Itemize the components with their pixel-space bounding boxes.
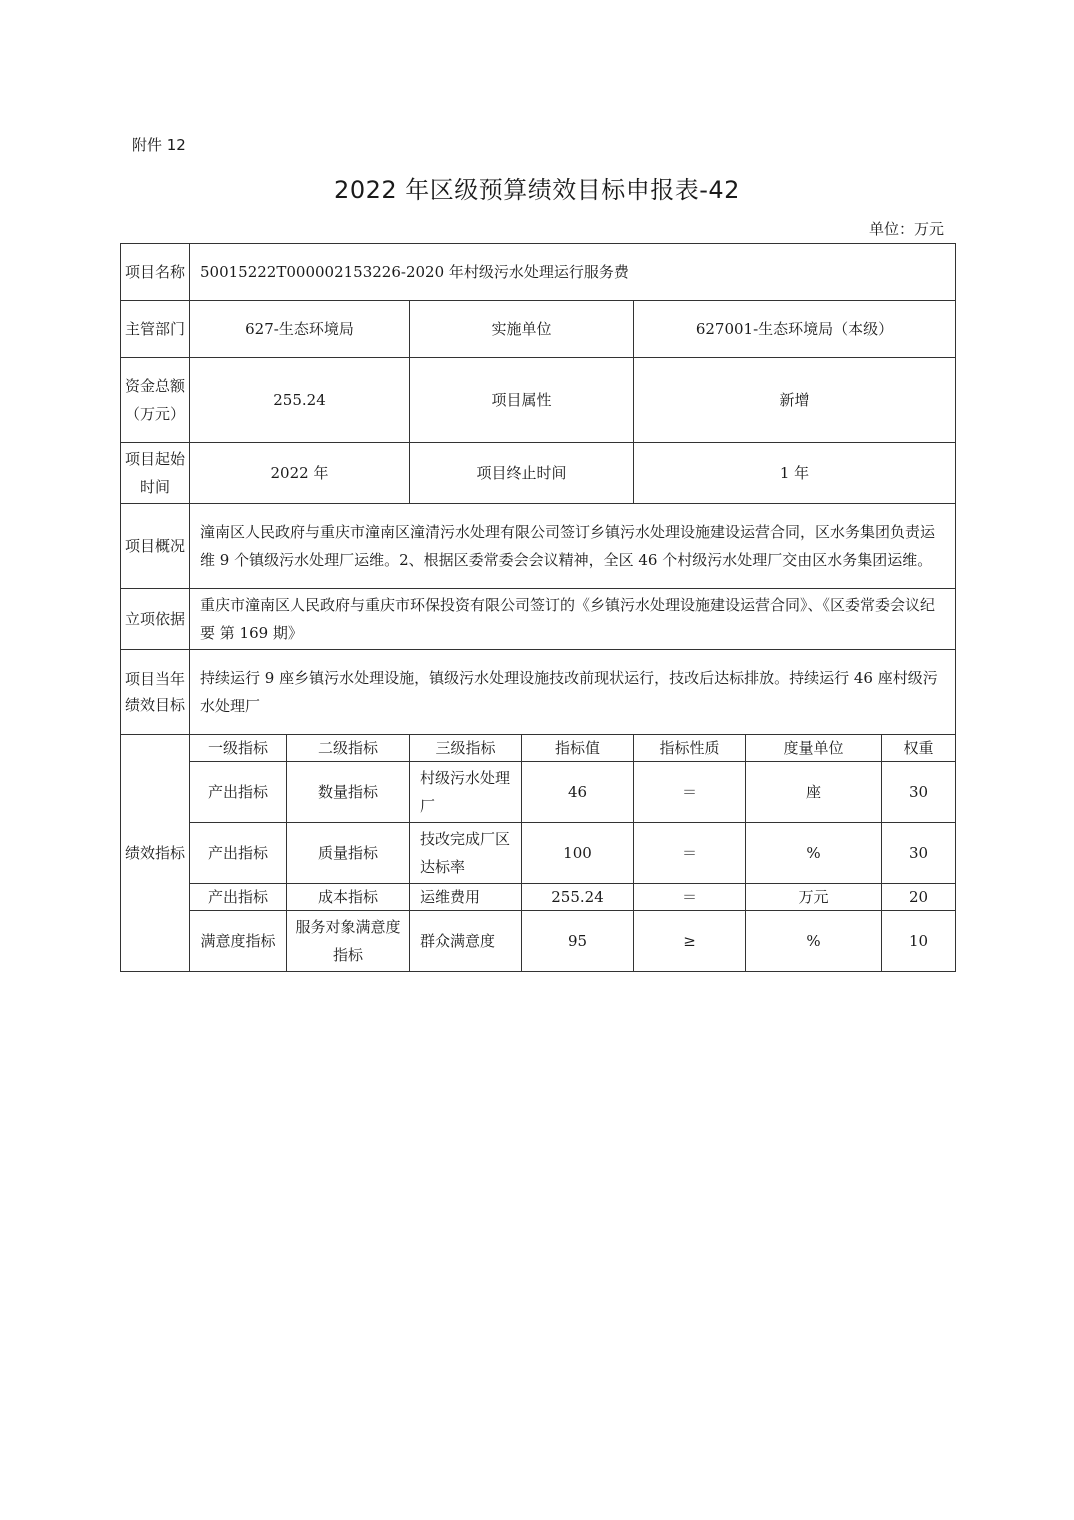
performance-label: 绩效指标	[121, 735, 190, 972]
indicator-level2: 质量指标	[287, 823, 410, 884]
implementing-unit-label: 实施单位	[410, 301, 634, 358]
fund-total-label: 资金总额（万元）	[121, 358, 190, 443]
project-attribute-label: 项目属性	[410, 358, 634, 443]
indicator-level3: 运维费用	[410, 884, 522, 911]
fund-row	[121, 358, 956, 443]
department-value: 627-生态环境局	[190, 301, 410, 358]
performance-header-row	[121, 735, 956, 762]
indicator-level1: 产出指标	[190, 762, 287, 823]
indicator-level2: 数量指标	[287, 762, 410, 823]
header-level2: 二级指标	[287, 735, 410, 762]
unit-label: 单位：万元	[868, 220, 944, 238]
indicator-level3: 村级污水处理厂	[410, 762, 522, 823]
indicator-value: 100	[522, 823, 634, 884]
table-row	[121, 884, 956, 911]
project-attribute-value: 新增	[634, 358, 956, 443]
indicator-level1: 满意度指标	[190, 911, 287, 972]
indicator-weight: 10	[882, 911, 956, 972]
indicator-unit: %	[746, 823, 882, 884]
annual-goal-label: 项目当年绩效目标	[121, 650, 190, 735]
overview-label: 项目概况	[121, 504, 190, 589]
basis-label: 立项依据	[121, 589, 190, 650]
indicator-weight: 20	[882, 884, 956, 911]
indicator-weight: 30	[882, 762, 956, 823]
header-weight: 权重	[882, 735, 956, 762]
indicator-level1: 产出指标	[190, 884, 287, 911]
header-nature: 指标性质	[634, 735, 746, 762]
project-name-label: 项目名称	[121, 244, 190, 301]
indicator-nature: ＝	[634, 823, 746, 884]
table-row	[121, 823, 956, 884]
project-name-row	[121, 244, 956, 301]
indicator-level3: 技改完成厂区达标率	[410, 823, 522, 884]
indicator-level1: 产出指标	[190, 823, 287, 884]
indicator-unit: %	[746, 911, 882, 972]
indicator-level3: 群众满意度	[410, 911, 522, 972]
attachment-label: 附件 12	[132, 136, 186, 154]
time-row	[121, 443, 956, 504]
indicator-level2: 服务对象满意度指标	[287, 911, 410, 972]
basis-value: 重庆市潼南区人民政府与重庆市环保投资有限公司签订的《乡镇污水处理设施建设运营合同》、《区委常委会议纪要 第 169 期》	[190, 589, 956, 650]
implementing-unit-value: 627001-生态环境局（本级）	[634, 301, 956, 358]
overview-row	[121, 504, 956, 589]
indicator-nature: ≥	[634, 911, 746, 972]
indicator-value: 255.24	[522, 884, 634, 911]
fund-total-value: 255.24	[190, 358, 410, 443]
indicator-weight: 30	[882, 823, 956, 884]
header-unit: 度量单位	[746, 735, 882, 762]
indicator-level2: 成本指标	[287, 884, 410, 911]
start-time-label: 项目起始时间	[121, 443, 190, 504]
budget-performance-table	[120, 243, 956, 972]
page-title: 2022 年区级预算绩效目标申报表-42	[334, 176, 740, 204]
project-name-value: 50015222T000002153226-2020 年村级污水处理运行服务费	[190, 244, 956, 301]
table-row	[121, 762, 956, 823]
header-value: 指标值	[522, 735, 634, 762]
start-time-value: 2022 年	[190, 443, 410, 504]
indicator-nature: ＝	[634, 762, 746, 823]
annual-goal-row	[121, 650, 956, 735]
department-label: 主管部门	[121, 301, 190, 358]
header-level1: 一级指标	[190, 735, 287, 762]
header-level3: 三级指标	[410, 735, 522, 762]
department-row	[121, 301, 956, 358]
overview-value: 潼南区人民政府与重庆市潼南区潼清污水处理有限公司签订乡镇污水处理设施建设运营合同，区水务集团负责运维 9 个镇级污水处理厂运维。2、根据区委常委会会议精神，全区 46 个村级污水处理厂交由区水务集团运维。	[190, 504, 956, 589]
end-time-value: 1 年	[634, 443, 956, 504]
indicator-unit: 万元	[746, 884, 882, 911]
table-row	[121, 911, 956, 972]
end-time-label: 项目终止时间	[410, 443, 634, 504]
indicator-unit: 座	[746, 762, 882, 823]
basis-row	[121, 589, 956, 650]
indicator-value: 95	[522, 911, 634, 972]
indicator-nature: ＝	[634, 884, 746, 911]
indicator-value: 46	[522, 762, 634, 823]
annual-goal-value: 持续运行 9 座乡镇污水处理设施，镇级污水处理设施技改前现状运行，技改后达标排放。持续运行 46 座村级污水处理厂	[190, 650, 956, 735]
